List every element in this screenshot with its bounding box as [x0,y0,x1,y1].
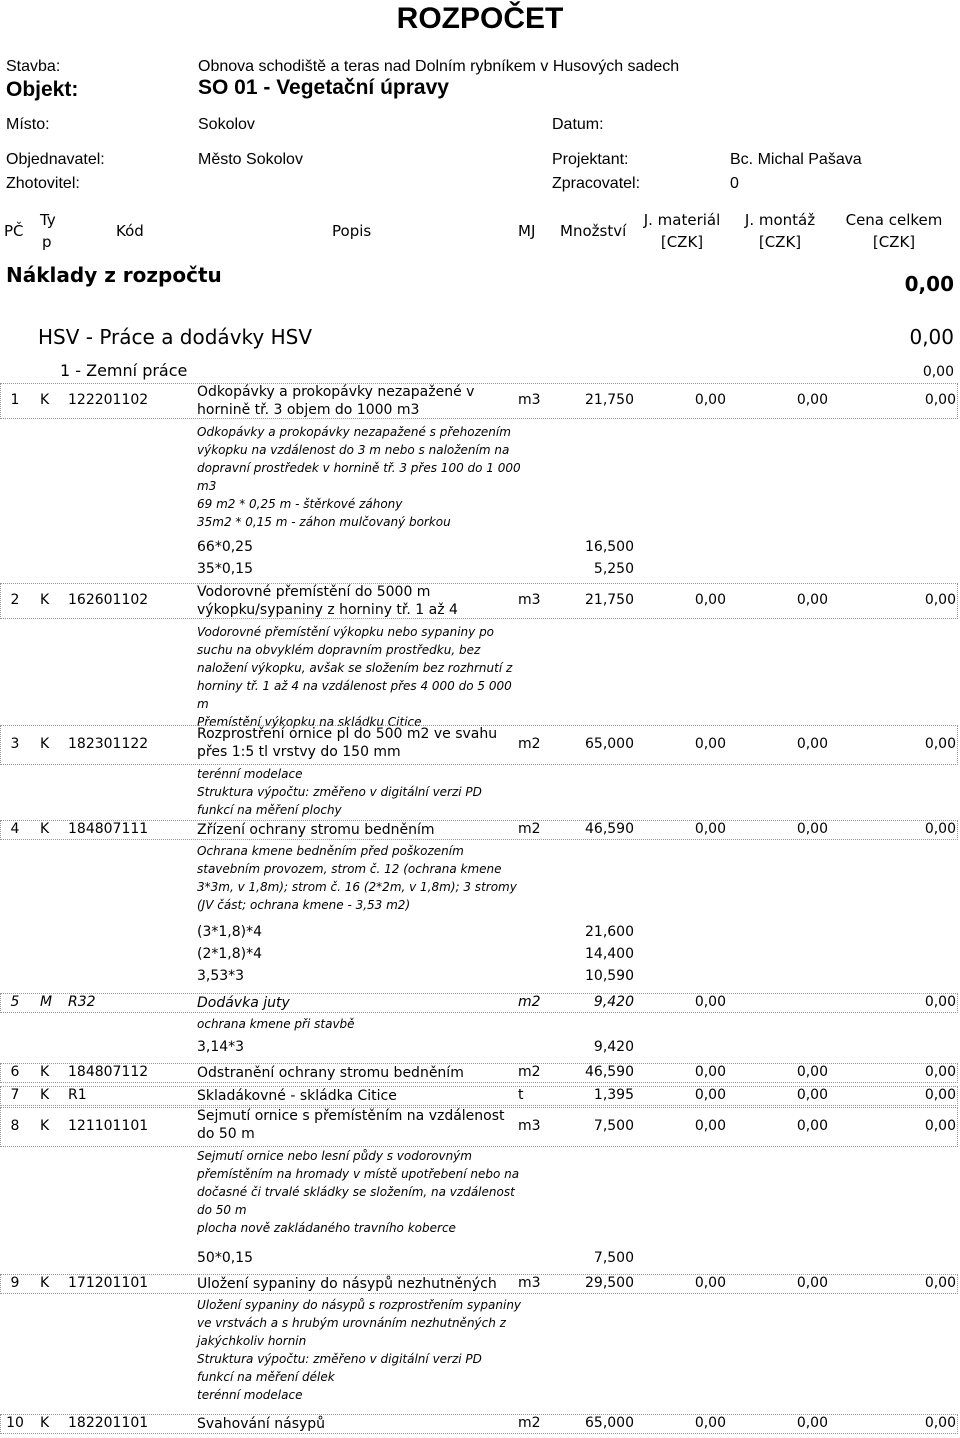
item-note-line: 3*3m, v 1,8m); strom č. 16 (2*2m, v 1,8m); 3 stromy [197,880,517,894]
calc-value: 5,250 [593,561,634,577]
item-typ: K [40,736,50,752]
item-note-line: terénní modelace [197,1388,303,1402]
item-popis: Sejmutí ornice s přemístěním na vzdálenost do 50 m [197,1108,505,1142]
calc-value: 14,400 [585,946,634,962]
naklady-label: Náklady z rozpočtu [6,263,222,287]
calc-value: 10,590 [585,968,634,984]
item-jmat: 0,00 [694,392,726,408]
objednavatel-label: Objednavatel: [6,151,105,168]
item-popis: Zřízení ochrany stromu bedněním [197,822,435,838]
item-note-line: Odkopávky a prokopávky nezapažené s přehozením [197,425,511,439]
item-mj: m3 [518,1275,541,1291]
item-mnozstvi: 65,000 [585,736,634,752]
item-mj: m2 [518,1415,541,1431]
col-mnozstvi: Množství [560,222,627,240]
objednavatel-value: Město Sokolov [198,151,303,168]
item-popis: Odkopávky a prokopávky nezapažené v hornině tř. 3 objem do 1000 m3 [197,384,475,418]
zpracovatel-label: Zpracovatel: [552,175,641,192]
calc-expression: 66*0,25 [197,539,253,555]
item-typ: K [40,1087,50,1103]
item-jmont: 0,00 [796,1087,828,1103]
item-note-line: Sejmutí ornice nebo lesní půdy s vodorovným [197,1149,472,1163]
item-note-line: Struktura výpočtu: změřeno v digitální verzi PD [197,785,482,799]
item-note-line: (JV část; ochrana kmene - 3,53 m2) [197,898,411,912]
projektant-label: Projektant: [552,151,629,168]
item-typ: K [40,1118,50,1134]
item-jmont: 0,00 [796,1118,828,1134]
item-note-line: naložení výkopku, avšak se složením bez rozhrnutí z [197,661,513,675]
item-note-line: Vodorovné přemístění výkopku nebo sypaniny po [197,625,495,639]
item-note-line: ve vrstvách a s hrubým urovnáním nezhutněných z [197,1316,506,1330]
item-jmat: 0,00 [694,736,726,752]
item-popis: Dodávka juty [197,995,290,1011]
item-mnozstvi: 65,000 [585,1415,634,1431]
item-pc: 7 [10,1087,20,1103]
item-cena: 0,00 [924,1275,956,1291]
stavba-label: Stavba: [6,58,61,75]
calc-value: 7,500 [593,1250,634,1266]
item-cena: 0,00 [924,1064,956,1080]
col-kod: Kód [116,222,144,240]
misto-value: Sokolov [198,116,255,133]
item-jmat: 0,00 [694,1415,726,1431]
item-note-line: přemístěním na hromady v místě upotřebení nebo na [197,1167,520,1181]
item-note-line: Přemístění výkopku na skládku Citice [197,715,422,729]
item-jmat: 0,00 [694,1118,726,1134]
item-cena: 0,00 [924,592,956,608]
item-pc: 3 [10,736,20,752]
item-cena: 0,00 [924,1415,956,1431]
item-note-line: horniny tř. 1 až 4 na vzdálenost přes 4 000 do 5 000 [197,679,512,693]
item-mnozstvi: 21,750 [585,392,634,408]
item-note-line: jakýchkoliv hornin [197,1334,307,1348]
page-title: ROZPOČET [396,2,564,35]
naklady-value: 0,00 [904,272,954,296]
item-jmat: 0,00 [694,994,726,1010]
item-note-line: Ochrana kmene bedněním před poškozením [197,844,464,858]
item-kod: R1 [68,1087,87,1103]
hsv-label: HSV - Práce a dodávky HSV [38,325,313,349]
col-typ-2: p [42,233,52,251]
zhotovitel-label: Zhotovitel: [6,175,80,192]
item-cena: 0,00 [924,821,956,837]
item-popis: Vodorovné přemístění do 5000 m výkopku/sypaniny z horniny tř. 1 až 4 [197,584,458,618]
col-mj: MJ [518,222,536,240]
item-mj: m3 [518,392,541,408]
col-popis: Popis [332,222,372,240]
item-note-line: dočasné či trvalé skládky se složením, na vzdálenost [197,1185,515,1199]
col-cena-1: Cena celkem [845,211,943,229]
item-jmont: 0,00 [796,392,828,408]
item-cena: 0,00 [924,1118,956,1134]
item-jmont: 0,00 [796,592,828,608]
item-typ: K [40,1275,50,1291]
item-jmat: 0,00 [694,1064,726,1080]
item-pc: 6 [10,1064,20,1080]
item-pc: 9 [10,1275,20,1291]
item-jmat: 0,00 [694,1275,726,1291]
item-mnozstvi: 29,500 [585,1275,634,1291]
item-note-line: plocha nově zakládaného travního koberce [197,1221,456,1235]
item-typ: M [40,994,53,1010]
item-popis: Odstranění ochrany stromu bedněním [197,1065,464,1081]
item-jmont: 0,00 [796,821,828,837]
item-kod: 122201102 [68,392,149,408]
zpracovatel-value: 0 [730,175,739,192]
col-jmont-2: [CZK] [758,233,802,251]
item-mj: m2 [518,994,541,1010]
datum-label: Datum: [552,116,604,133]
item-note-line: funkcí na měření délek [197,1370,335,1384]
projektant-value: Bc. Michal Pašava [730,151,862,168]
col-typ-1: Ty [40,211,56,229]
item-jmont: 0,00 [796,736,828,752]
item-jmat: 0,00 [694,1087,726,1103]
item-note-line: dopravní prostředek v hornině tř. 3 přes 100 do 1 000 [197,461,521,475]
item-popis: Skladákovné - skládka Citice [197,1088,397,1104]
item-pc: 1 [10,392,20,408]
calc-expression: 50*0,15 [197,1250,253,1266]
item-jmat: 0,00 [694,592,726,608]
zemni-value: 0,00 [922,364,954,380]
calc-expression: 3,53*3 [197,968,245,984]
item-note-line: funkcí na měření plochy [197,803,342,817]
item-cena: 0,00 [924,392,956,408]
item-note-line: ochrana kmene při stavbě [197,1017,355,1031]
calc-expression: 35*0,15 [197,561,253,577]
item-mnozstvi: 46,590 [585,821,634,837]
calc-expression: (3*1,8)*4 [197,924,263,940]
objekt-value: SO 01 - Vegetační úpravy [198,76,449,99]
item-typ: K [40,1415,50,1431]
item-note-line: suchu na obvyklém dopravním prostředku, bez [197,643,481,657]
item-mnozstvi: 46,590 [585,1064,634,1080]
stavba-value: Obnova schodiště a teras nad Dolním rybníkem v Husových sadech [198,58,680,75]
item-kod: 162601102 [68,592,149,608]
item-jmont: 0,00 [796,1064,828,1080]
calc-value: 16,500 [585,539,634,555]
item-jmont: 0,00 [796,1275,828,1291]
item-note-line: terénní modelace [197,767,303,781]
calc-expression: 3,14*3 [197,1039,245,1055]
item-kod: 171201101 [68,1275,149,1291]
item-note-line: Uložení sypaniny do násypů s rozprostřením sypaniny [197,1298,522,1312]
calc-expression: (2*1,8)*4 [197,946,263,962]
objekt-label: Objekt: [6,78,79,101]
item-typ: K [40,392,50,408]
item-mj: m3 [518,1118,541,1134]
item-mj: m2 [518,821,541,837]
item-note-line: stavebním provozem, strom č. 12 (ochrana kmene [197,862,502,876]
item-note-line: Struktura výpočtu: změřeno v digitální verzi PD [197,1352,482,1366]
item-jmont: 0,00 [796,1415,828,1431]
item-mj: t [518,1087,524,1103]
item-note-line: výkopku na vzdálenost do 3 m nebo s naložením na [197,443,510,457]
item-mnozstvi: 21,750 [585,592,634,608]
item-mj: m2 [518,1064,541,1080]
item-note-line: do 50 m [197,1203,247,1217]
col-jmat-2: [CZK] [660,233,704,251]
item-note-line: 35m2 * 0,15 m - záhon mulčovaný borkou [197,515,451,529]
item-popis: Rozprostření ornice pl do 500 m2 ve svahu přes 1:5 tl vrstvy do 150 mm [197,726,498,760]
zemni-label: 1 - Zemní práce [60,361,188,380]
item-kod: 184807112 [68,1064,149,1080]
item-cena: 0,00 [924,736,956,752]
misto-label: Místo: [6,116,50,133]
item-pc: 4 [10,821,20,837]
item-pc: 10 [6,1415,24,1431]
item-popis: Uložení sypaniny do násypů nezhutněných [197,1276,497,1292]
item-mj: m3 [518,592,541,608]
col-jmat-1: J. materiál [643,211,721,229]
item-cena: 0,00 [924,994,956,1010]
item-note-line: m [197,697,209,711]
item-cena: 0,00 [924,1087,956,1103]
item-typ: K [40,1064,50,1080]
item-note-line: 69 m2 * 0,25 m - štěrkové záhony [197,497,403,511]
item-kod: R32 [68,994,96,1010]
item-kod: 182201101 [68,1415,149,1431]
item-jmat: 0,00 [694,821,726,837]
hsv-value: 0,00 [909,325,954,349]
item-mnozstvi: 9,420 [593,994,634,1010]
calc-value: 9,420 [593,1039,634,1055]
item-kod: 184807111 [68,821,149,837]
item-typ: K [40,821,50,837]
item-note-line: m3 [197,479,217,493]
item-kod: 182301122 [68,736,149,752]
calc-value: 21,600 [585,924,634,940]
item-popis: Svahování násypů [197,1416,326,1432]
item-mj: m2 [518,736,541,752]
col-pc: PČ [4,222,24,240]
item-kod: 121101101 [68,1118,149,1134]
col-cena-2: [CZK] [872,233,916,251]
item-mnozstvi: 1,395 [593,1087,634,1103]
item-pc: 8 [10,1118,20,1134]
item-pc: 2 [10,592,20,608]
col-jmont-1: J. montáž [744,211,816,229]
item-mnozstvi: 7,500 [593,1118,634,1134]
item-typ: K [40,592,50,608]
item-pc: 5 [10,994,20,1010]
